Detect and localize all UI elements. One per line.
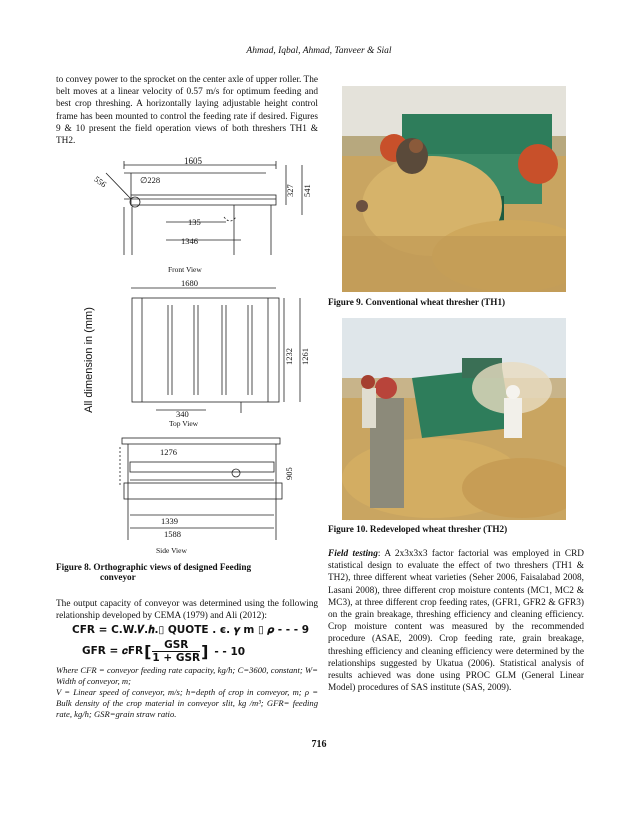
front-dim-228: ∅228 [140,175,161,185]
figure-8-caption-line-2: conveyor [100,572,136,582]
left-lower-block [56,598,318,720]
left-paragraph-2: The output capacity of conveyor was determined using the following relationship developed by CEMA (1979) and Ali (2012): [56,599,318,622]
top-dim-340: 340 [176,409,189,419]
dimension-axis-label: All dimension in (mm) [83,307,95,413]
front-dim-1605: 1605 [184,156,202,166]
top-view-label: Top View [169,419,199,428]
front-dim-1346: 1346 [181,236,198,246]
figure-8-caption [56,562,318,582]
side-dim-1276: 1276 [160,447,177,457]
front-dim-327: 327 [285,184,295,197]
thresher-th2-image [342,318,566,520]
side-dim-1339: 1339 [161,516,178,526]
page-number: 716 [311,739,327,750]
left-column [56,74,318,147]
figure-10-photo [342,318,566,520]
top-dim-1261: 1261 [300,348,310,365]
side-view [120,438,282,540]
field-testing-heading: Field testing [328,549,378,559]
thresher-th1-image [342,86,566,292]
equation-10-numerator: GSR [152,639,200,652]
top-dim-1680: 1680 [181,278,198,288]
equation-10-bracket-open: [ [144,642,152,662]
orthographic-drawing [56,155,318,557]
top-view [131,288,300,413]
figure-9-photo [342,86,566,292]
side-dim-905: 905 [284,467,294,480]
equation-10-bracket-close: ] [201,642,209,662]
figure-8-caption-line-1: Figure 8. Orthographic views of designed Feeding [56,562,252,572]
equation-10-tag: - - 10 [214,645,246,658]
equation-10-denominator: 1 + GSR [152,652,201,665]
right-text-block [328,548,584,694]
running-head: Ahmad, Iqbal, Ahmad, Tanveer & Sial [246,46,392,56]
equation-9: CFR = C.W.𝑽.𝒉.▯ QUOTE . є. 𝜸 m ▯ 𝝆 - - - 9 [72,624,310,637]
drawing-svg [56,155,318,557]
side-view-label: Side View [156,546,187,555]
figure-10-caption: Figure 10. Redeveloped wheat thresher (TH2) [328,524,508,534]
field-testing-paragraph [328,548,584,694]
equation-note-2: V = Linear speed of conveyor, m/s; h=depth of crop in conveyor, m; ρ = Bulk density of the crop material in conveyor slit, kg /m³; GFR= feeding rate, kg/h; GSR=grain straw ratio. [56,687,318,720]
front-dim-556: 556 [92,173,109,190]
field-testing-body: : A 2x3x3x3 factor factorial was employed in CRD statistical design to evaluate the effect of two threshers (TH1 & TH2), three different wheat varieties (Seher 2006, Faisalabad 2008, Lasani 2008), three different crop moisture contents (MC1, MC2 & MC3), at three different crop feeding rates, (GFR1, GFR2 & GFR3) on the grain breakage, threshing efficiency and cleaning efficiency. Crop moisture content was measured by the recommended procedure (ASAE, 2009). Crop feeding rate, grain breakage, threshing efficiency and cleaning efficiency were determined by the relationships suggested by Ukatua (2006). Statistical analysis of results achieved was done using PROC GLM (General Linear Model) procedures of SAS institute (SAS, 2009). [328,549,584,694]
front-view [106,161,302,255]
top-dim-1232: 1232 [284,348,294,365]
figure-9-caption: Figure 9. Conventional wheat thresher (TH1) [328,297,506,307]
side-dim-1588: 1588 [164,529,181,539]
equation-10-lhs: GFR = 𝒄FR [82,645,144,658]
equation-10-fraction [152,639,200,664]
front-dim-135: 135 [188,217,201,227]
equation-10 [82,639,318,664]
front-dim-541: 541 [302,184,312,197]
equation-note-1: Where CFR = conveyor feeding rate capacity, kg/h; C=3600, constant; W= Width of conveyor, m; [56,665,318,687]
left-paragraph-1: to convey power to the sprocket on the center axle of upper roller. The belt moves at a linear velocity of 0.57 m/s for optimum feeding and best crop threshing. A horizontally laying adjustable height control frame has been mounted to control the feeding rate if desired. Figures 9 & 10 present the field operation views of both threshers TH1 & TH2. [56,75,318,147]
front-view-label: Front View [168,265,202,274]
